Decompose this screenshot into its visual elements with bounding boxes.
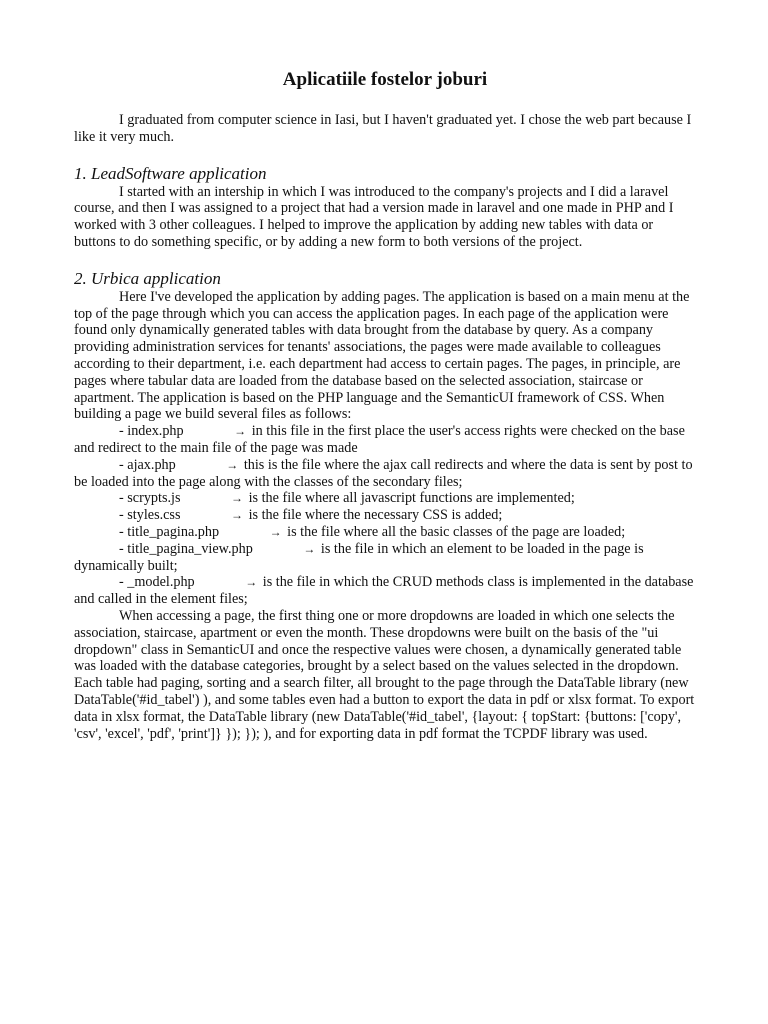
file-description: is the file where the necessary CSS is added; [248, 507, 503, 524]
closing-paragraph: When accessing a page, the first thing one or more dropdowns are loaded in which one selects the association, staircase, apartment or even the month. These dropdowns were built on the basis of the "ui dropdown" class in SemanticUI and once the respective values were chosen, a dynamically generated table was loaded with the database categories, brought by a select based on the values selected in the dropdown. Each table had paging, sorting and a search filter, all brought to the page through the DataTable library (new DataTable('#id_tabel') ), and some tables even had a button to export the data in pdf or xlsx format. To export data in xlsx format, the DataTable library (new DataTable('#id_tabel', {layout: { topStart: {buttons: ['copy', 'csv', 'excel', 'pdf', 'print']} }); }); ), and for exporting data in pdf format the TCPDF library was used. [74, 607, 695, 742]
file-name: - scrypts.js [119, 490, 181, 507]
file-item-ajax [74, 457, 696, 491]
arrow-icon: → [231, 508, 244, 523]
file-item-title-pagina-view [74, 541, 696, 575]
section-body-urbica: Here I've developed the application by adding pages. The application is based on a main menu at the top of the page through which you can access the application pages. In each page of the application were found only dynamically generated tables with data brought from the database by query. As a company providing administration services for tenants' associations, the pages were made available to colleagues according to their department, i.e. each department had access to certain pages. The pages, in principle, are pages where tabular data are loaded from the database based on the selected association, staircase or apartment. The application is based on the PHP language and the SemanticUI framework of CSS. When building a page we build several files as follows: [74, 288, 690, 423]
arrow-icon: → [231, 491, 244, 506]
file-item-model [74, 574, 696, 608]
file-item-styles [74, 507, 696, 524]
file-name: - styles.css [119, 507, 181, 524]
file-name: - ajax.php [119, 456, 176, 473]
file-item-scrypts [74, 490, 696, 507]
file-name: - index.php [119, 423, 184, 440]
arrow-icon: → [269, 524, 282, 539]
file-name: - _model.php [119, 574, 195, 591]
section-heading-leadsoftware: 1. LeadSoftware application [74, 163, 267, 183]
file-name: - title_pagina_view.php [119, 540, 253, 557]
section-heading-urbica: 2. Urbica application [74, 268, 221, 288]
file-description: is the file in which an element to be loaded in the page is dynamically built; [74, 540, 644, 574]
document-title: Aplicatiile fostelor joburi [282, 69, 488, 90]
section-body-leadsoftware: I started with an intership in which I was introduced to the company's projects and I did a laravel course, and then I was assigned to a project that had a version made in laravel and one made in PHP and I worked with 3 other colleagues. I helped to improve the application by adding new tables with data or buttons to do something specific, or by adding a new form to both versions of the project. [74, 183, 674, 250]
file-item-title-pagina [74, 524, 696, 541]
arrow-icon: → [226, 457, 239, 472]
file-description: this is the file where the ajax call redirects and where the data is sent by post to be loaded into the page along with the classes of the secondary files; [74, 456, 693, 490]
file-description: is the file in which the CRUD methods class is implemented in the database and called in the element files; [74, 574, 694, 608]
intro-paragraph: I graduated from computer science in Iasi, but I haven't graduated yet. I chose the web part because I like it very much. [74, 112, 692, 145]
arrow-icon: → [303, 541, 316, 556]
file-item-index [74, 423, 696, 457]
file-description: is the file where all the basic classes of the page are loaded; [287, 523, 626, 540]
file-description: is the file where all javascript functions are implemented; [248, 490, 575, 507]
document-page [74, 68, 696, 742]
file-description: in this file in the first place the user's access rights were checked on the base and redirect to the main file of the page was made [74, 423, 685, 456]
arrow-icon: → [245, 575, 258, 590]
arrow-icon: → [234, 424, 247, 439]
file-name: - title_pagina.php [119, 523, 220, 540]
